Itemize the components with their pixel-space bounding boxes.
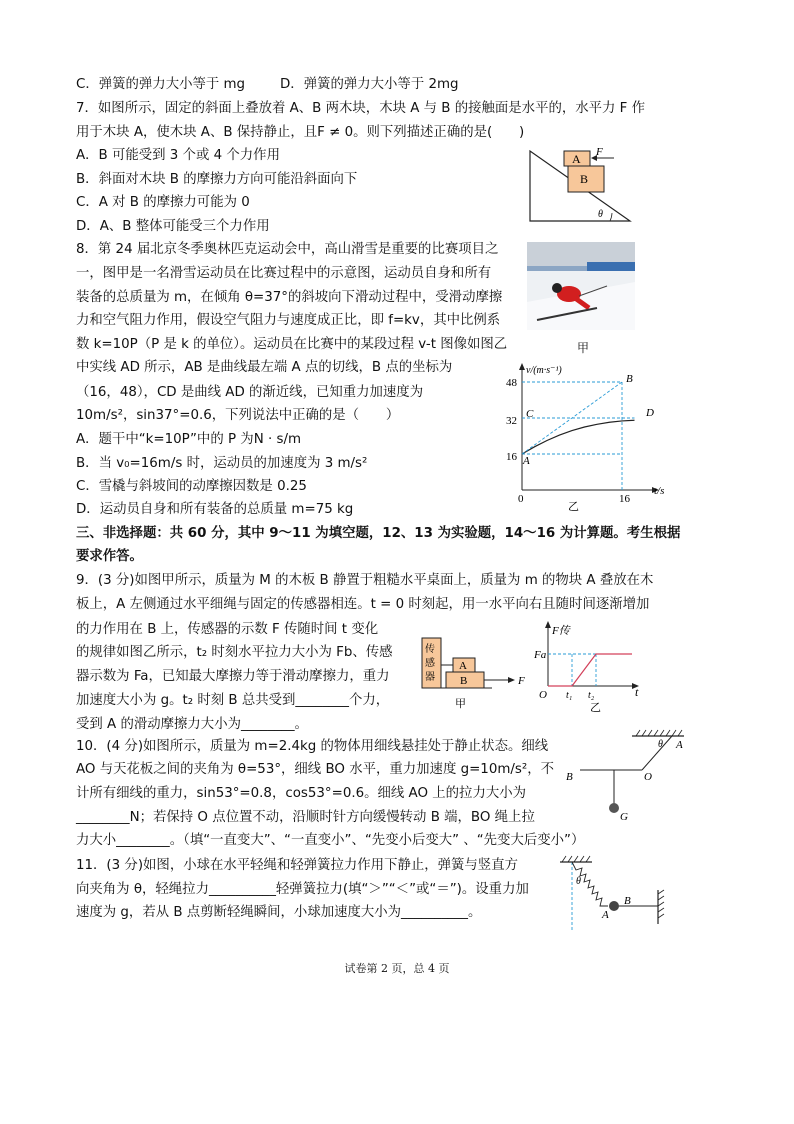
q9-stem-6: 加速度大小为 g。t₂ 时刻 B 总共受到________个力， bbox=[76, 693, 390, 708]
theta-label: θ bbox=[658, 739, 663, 750]
theta-label: θ bbox=[576, 876, 581, 887]
q11-figure bbox=[556, 854, 676, 936]
y-axis-label: F传 bbox=[552, 625, 570, 637]
q9-stem-4: 的规律如图乙所示，t₂ 时刻水平拉力大小为 Fb、传感 bbox=[76, 645, 393, 660]
g-label: G bbox=[620, 811, 628, 823]
q8-stem-3: 装备的总质量为 m，在倾角 θ=37°的斜坡向下滑动过程中，受滑动摩擦 bbox=[76, 290, 503, 305]
q7-option-b: B．斜面对木块 B 的摩擦力方向可能沿斜面向下 bbox=[76, 172, 358, 187]
caption: 甲 bbox=[455, 698, 466, 710]
wall-hatch bbox=[658, 890, 664, 918]
point-d-label: D bbox=[646, 407, 654, 419]
q9-stem-3: 的力作用在 B 上，传感器的示数 F 传随时间 t 变化 bbox=[76, 622, 379, 637]
x-axis-label: t bbox=[635, 685, 639, 699]
origin-label: O bbox=[539, 689, 547, 701]
ceiling-hatch bbox=[562, 856, 590, 862]
q8-stem-5: 数 k=10P（P 是 k 的单位）。运动员在比赛中的某段过程 v-t 图像如图乙 bbox=[76, 337, 508, 352]
block-b-label: B bbox=[460, 675, 468, 687]
sensor-label-3: 器 bbox=[425, 672, 435, 683]
point-b-label: B bbox=[626, 373, 633, 385]
a-label: A bbox=[602, 909, 609, 921]
q7-option-a: A．B 可能受到 3 个或 4 个力作用 bbox=[76, 148, 280, 163]
q8-stem-8: 10m/s²，sin37°=0.6，下列说法中正确的是（ ） bbox=[76, 408, 400, 423]
q6-option-d: D．弹簧的弹力大小等于 2mg bbox=[280, 77, 459, 92]
b-label: B bbox=[566, 771, 573, 783]
q11-stem-3: 速度为 g，若从 B 点剪断轻绳瞬间，小球加速度大小为__________。 bbox=[76, 905, 482, 920]
force-label: F bbox=[596, 146, 603, 158]
tick-32: 32 bbox=[506, 415, 517, 427]
q7-incline-figure bbox=[526, 145, 636, 225]
sensor-label-2: 感 bbox=[425, 658, 435, 669]
tick-48: 48 bbox=[506, 377, 517, 389]
sensor-label-1: 传 bbox=[425, 644, 435, 655]
q8-photo-caption: 甲 bbox=[577, 341, 590, 355]
q8-option-b: B．当 v₀=16m/s 时，运动员的加速度为 3 m/s² bbox=[76, 456, 368, 471]
point-c-label: C bbox=[526, 408, 534, 420]
q8-stem-2: 一，图甲是一名滑雪运动员在比赛过程中的示意图，运动员自身和所有 bbox=[76, 266, 492, 281]
force-arrowhead bbox=[508, 677, 515, 683]
force-curve bbox=[548, 654, 632, 686]
q8-stem-6: 中实线 AD 所示，AB 是曲线最左端 A 点的切线，B 点的坐标为 bbox=[76, 360, 453, 375]
series-ad-curve bbox=[522, 420, 635, 454]
q8-vt-graph bbox=[498, 360, 678, 512]
q11-stem-1: 11．(3 分)如图，小球在水平轻绳和轻弹簧拉力作用下静止，弹簧与竖直方 bbox=[76, 858, 518, 873]
q9-stem-1: 9．(3 分)如图甲所示，质量为 M 的木板 B 静置于粗糙水平桌面上，质量为 m 的物块 A 叠放在木 bbox=[76, 573, 654, 588]
q8-stem-1: 8．第 24 届北京冬季奥林匹克运动会中，高山滑雪是重要的比赛项目之 bbox=[76, 242, 499, 257]
q7-stem-2: 用于木块 A，使木块 A、B 保持静止，且F ≠ 0。则下列描述正确的是( ) bbox=[76, 125, 525, 140]
q7-option-c: C．A 对 B 的摩擦力可能为 0 bbox=[76, 195, 250, 210]
ski-photo-illustration bbox=[527, 242, 635, 330]
q11-stem-2: 向夹角为 θ，轻绳拉力__________轻弹簧拉力(填“＞”“＜”或“＝”)。设重力加 bbox=[76, 882, 529, 897]
q8-option-c: C．雪橇与斜坡间的动摩擦因数是 0.25 bbox=[76, 479, 307, 494]
x-axis-label: t/s bbox=[654, 485, 665, 497]
tick-x16: 16 bbox=[619, 493, 630, 505]
block-a-label: A bbox=[572, 152, 581, 166]
q10-figure bbox=[560, 728, 690, 824]
y-axis-arrow bbox=[519, 363, 525, 370]
q9-stem-5: 器示数为 Fa，已知最大摩擦力等于滑动摩擦力，重力 bbox=[76, 669, 390, 684]
b-label: B bbox=[624, 895, 631, 907]
t2-label: t₂ bbox=[588, 690, 595, 701]
angle-label: θ bbox=[598, 209, 603, 220]
fa-label: Fa bbox=[534, 649, 547, 661]
string-ao bbox=[642, 736, 672, 770]
q9-force-graph bbox=[534, 620, 646, 712]
t1-label: t₁ bbox=[566, 690, 573, 701]
graph-caption: 乙 bbox=[568, 501, 579, 512]
point-a-label: A bbox=[523, 455, 530, 467]
ceiling-hatch bbox=[636, 730, 682, 736]
block-a-label: A bbox=[459, 660, 467, 672]
y-axis-label: v/(m·s⁻¹) bbox=[526, 365, 562, 376]
q8-option-a: A．题干中“k=10P”中的 P 为N · s/m bbox=[76, 432, 302, 447]
q10-stem-2: AO 与天花板之间的夹角为 θ=53°，细线 BO 水平，重力加速度 g=10m/s²，不 bbox=[76, 762, 555, 777]
page-footer: 试卷第 2 页，总 4 页 bbox=[344, 962, 450, 975]
caption: 乙 bbox=[590, 702, 601, 712]
q8-stem-7: （16，48），CD 是曲线 AD 的渐近线，已知重力加速度为 bbox=[76, 385, 424, 400]
q10-stem-3: 计所有细线的重力，sin53°=0.8，cos53°=0.6。细线 AO 上的拉力大小为 bbox=[76, 786, 527, 801]
q10-stem-5: 力大小________。（填“一直变大”、“一直变小”、“先变小后变大” 、“先变大后变小”） bbox=[76, 833, 585, 848]
q8-ski-photo bbox=[527, 242, 635, 330]
q8-stem-4: 力和空气阻力作用，假设空气阻力与速度成正比，即 f=kv，其中比例系 bbox=[76, 313, 501, 328]
q10-stem-1: 10．(4 分)如图所示，质量为 m=2.4kg 的物体用细线悬挂处于静止状态。细线 bbox=[76, 739, 549, 754]
block-b-label: B bbox=[580, 172, 589, 186]
tick-16: 16 bbox=[506, 451, 517, 463]
section-3-heading: 三、非选择题：共 60 分，其中 9～11 为填空题，12、13 为实验题，14～16 为计算题。考生根据 bbox=[76, 526, 681, 541]
q8-option-d: D．运动员自身和所有装备的总质量 m=75 kg bbox=[76, 502, 354, 517]
hanging-ball bbox=[609, 803, 619, 813]
q9-stem-2: 板上，A 左侧通过水平细绳与固定的传感器相连。t = 0 时刻起，用一水平向右且随时间逐渐增加 bbox=[76, 597, 650, 612]
y-axis-arrow bbox=[545, 621, 551, 628]
q10-stem-4: ________N；若保持 O 点位置不动，沿顺时针方向缓慢转动 B 端，BO 绳上拉 bbox=[76, 810, 535, 825]
force-label: F bbox=[518, 675, 525, 687]
ball bbox=[609, 901, 619, 911]
a-label: A bbox=[676, 739, 683, 751]
q9-stem-7: 受到 A 的滑动摩擦力大小为________。 bbox=[76, 717, 308, 732]
section-3-heading-cont: 要求作答。 bbox=[76, 549, 143, 564]
q9-setup-figure bbox=[420, 636, 532, 710]
o-label: O bbox=[644, 771, 652, 783]
q7-option-d: D．A、B 整体可能受三个力作用 bbox=[76, 219, 270, 234]
q6-option-c: C．弹簧的弹力大小等于 mg bbox=[76, 77, 246, 92]
tick-0: 0 bbox=[518, 493, 524, 505]
q7-stem-1: 7．如图所示，固定的斜面上叠放着 A、B 两木块，木块 A 与 B 的接触面是水平的，水平力 F 作 bbox=[76, 101, 646, 116]
